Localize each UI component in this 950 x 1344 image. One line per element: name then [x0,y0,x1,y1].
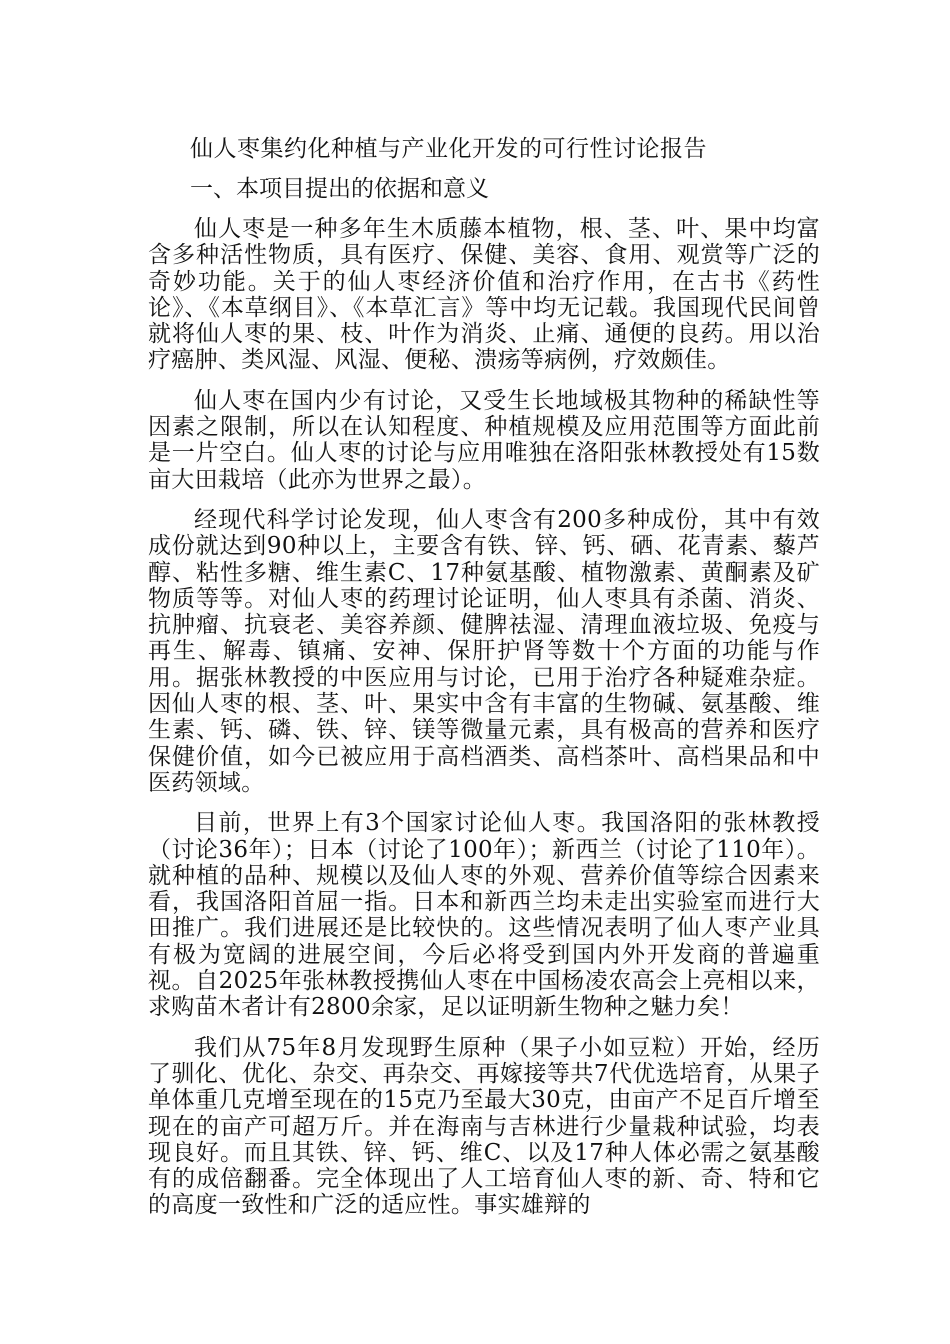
paragraph-breeding-history: 我们从75年8月发现野生原种（果子小如豆粒）开始，经历了驯化、优化、杂交、再杂交、再嫁接等共7代优选培育，从果子单体重几克增至现在的15克乃至最大30克，由亩产不足百斤增至现在的亩产可超万斤。并在海南与吉林进行少量栽种试验，均表现良好。而且其铁、锌、钙、维C、以及17种人体必需之氨基酸有的成倍翻番。完全体现出了人工培育仙人枣的新、奇、特和它的高度一致性和广泛的适应性。事实雄辩的 [148,1034,820,1219]
paragraph-intro: 仙人枣是一种多年生木质藤本植物，根、茎、叶、果中均富含多种活性物质，具有医疗、保健、美容、食用、观赏等广泛的奇妙功能。关于的仙人枣经济价值和治疗作用，在古书《药性论》、《本草纲目》、《本草汇言》等中均无记载。我国现代民间曾就将仙人枣的果、枝、叶作为消炎、止痛、通便的良药。用以治疗癌肿、类风湿、风湿、便秘、溃疡等病例，疗效颇佳。 [148,216,820,374]
paragraph-domestic-research: 仙人枣在国内少有讨论，又受生长地域极其物种的稀缺性等因素之限制，所以在认知程度、种植规模及应用范围等方面此前是一片空白。仙人枣的讨论与应用唯独在洛阳张林教授处有15数亩大田栽培（此亦为世界之最）。 [148,387,820,493]
paragraph-world-status: 目前，世界上有3个国家讨论仙人枣。我国洛阳的张林教授（讨论36年）；日本（讨论了100年）；新西兰（讨论了110年）。就种植的品种、规模以及仙人枣的外观、营养价值等综合因素来看，我国洛阳首屈一指。日本和新西兰均未走出实验室而进行大田推广。我们进展还是比较快的。这些情况表明了仙人枣产业具有极为宽阔的进展空间，今后必将受到国内外开发商的普遍重视。自2025年张林教授携仙人枣在中国杨凌农高会上亮相以来，求购苗木者计有2800余家，足以证明新生物种之魅力矣！ [148,810,820,1021]
section-heading: 一、本项目提出的依据和意义 [190,176,489,202]
paragraph-composition: 经现代科学讨论发现，仙人枣含有200多种成份，其中有效成份就达到90种以上，主要含有铁、锌、钙、硒、花青素、藜芦醇、粘性多糖、维生素C、17种氨基酸、植物激素、黄酮素及矿物质等等。对仙人枣的药理讨论证明，仙人枣具有杀菌、消炎、抗肿瘤、抗衰老、美容养颜、健脾祛湿、清理血液垃圾、免疫与再生、解毒、镇痛、安神、保肝护肾等数十个方面的功能与作用。据张林教授的中医应用与讨论，已用于治疗各种疑难杂症。因仙人枣的根、茎、叶、果实中含有丰富的生物碱、氨基酸、维生素、钙、磷、铁、锌、镁等微量元素，具有极高的营养和医疗保健价值，如今已被应用于高档酒类、高档茶叶、高档果品和中医药领域。 [148,506,820,796]
document-title: 仙人枣集约化种植与产业化开发的可行性讨论报告 [190,136,707,162]
document-page [148,128,820,1219]
